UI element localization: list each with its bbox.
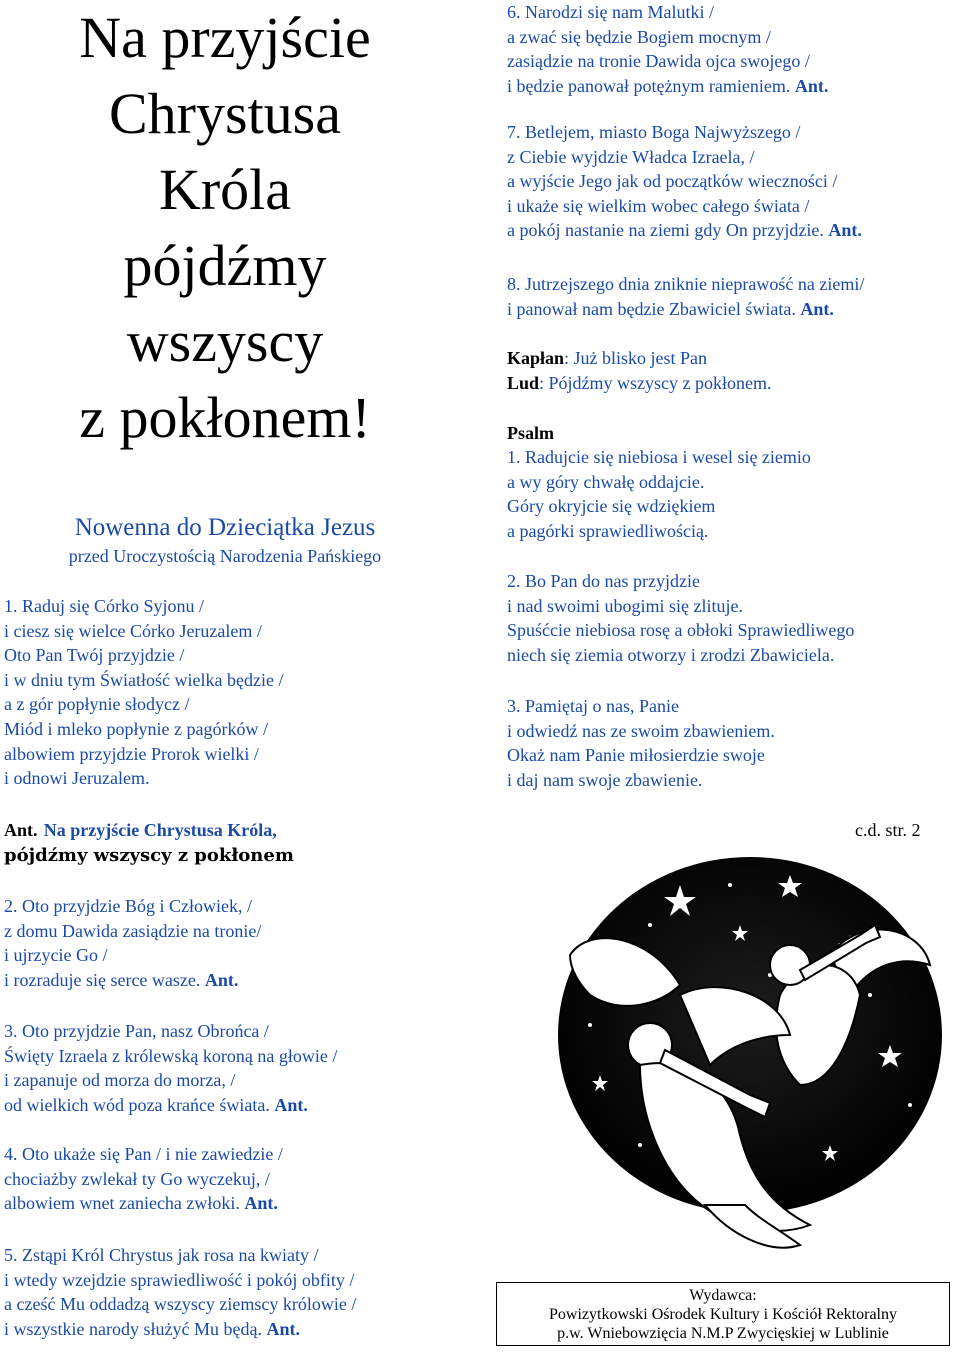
verse-line: od wielkich wód poza krańce świata. bbox=[4, 1094, 270, 1115]
verse-7 bbox=[507, 120, 862, 243]
psalm-heading: Psalm bbox=[507, 423, 554, 443]
psalm-line: Spuśćcie niebiosa rosę a obłoki Sprawiedliwego bbox=[507, 620, 855, 641]
psalm-stanza-1 bbox=[507, 445, 811, 543]
psalm-stanza-2 bbox=[507, 569, 854, 667]
title-line: pójdźmy bbox=[123, 233, 327, 298]
priest-label: Kapłan bbox=[507, 348, 565, 368]
title-line: Na przyjście bbox=[79, 5, 371, 70]
psalm-line: i odwiedź nas ze swoim zbawieniem. bbox=[507, 720, 775, 741]
psalm-line: i daj nam swoje zbawienie. bbox=[507, 769, 703, 790]
title-line: z pokłonem! bbox=[79, 385, 371, 450]
verse-line: 1. Raduj się Córko Syjonu / bbox=[4, 596, 205, 616]
publisher-box bbox=[496, 1282, 950, 1346]
verse-line: zasiądzie na tronie Dawida ojca swojego / bbox=[507, 51, 810, 72]
verse-line: a pokój nastanie na ziemi gdy On przyjdzie. bbox=[507, 220, 824, 241]
psalm-line: Okaż nam Panie miłosierdzie swoje bbox=[507, 745, 765, 766]
novena-title: Nowenna do Dzieciątka Jezus bbox=[74, 514, 376, 541]
verse-line: i odnowi Jeruzalem. bbox=[4, 768, 150, 789]
verse-line: Święty Izraela z królewską koroną na głowie / bbox=[4, 1045, 338, 1066]
verse-line: i wtedy wzejdzie sprawiedliwość i pokój obfity / bbox=[4, 1269, 355, 1290]
refrain bbox=[4, 818, 294, 868]
verse-line: 5. Zstąpi Król Chrystus jak rosa na kwiaty / bbox=[4, 1245, 319, 1265]
verse-5 bbox=[4, 1243, 356, 1341]
title-line: wszyscy bbox=[126, 309, 324, 374]
publisher-label: Wydawca: bbox=[689, 1287, 757, 1304]
psalm-line: Góry okryjcie się wdziękiem bbox=[507, 496, 716, 517]
page-title bbox=[40, 0, 410, 456]
refrain-label: Ant. bbox=[4, 820, 38, 840]
people-label: Lud bbox=[507, 372, 540, 393]
verse-line: i zapanuje od morza do morza, / bbox=[4, 1070, 236, 1091]
psalm-line: a wy góry chwałę oddajcie. bbox=[507, 471, 705, 492]
psalm-stanza-3 bbox=[507, 694, 775, 792]
verse-line: i ukaże się wielkim wobec całego świata / bbox=[507, 195, 810, 216]
psalm-line: niech się ziemia otworzy i zrodzi Zbawiciela. bbox=[507, 644, 835, 665]
antiphon-marker: Ant. bbox=[800, 298, 834, 319]
antiphon-marker: Ant. bbox=[244, 1193, 278, 1214]
refrain-line: Na przyjście Chrystusa Króla, bbox=[43, 820, 277, 840]
verse-line: a zwać się będzie Bogiem mocnym / bbox=[507, 26, 771, 47]
psalm-line: 2. Bo Pan do nas przyjdzie bbox=[507, 571, 700, 591]
novena-subtitle: przed Uroczystością Narodzenia Pańskiego bbox=[68, 546, 382, 566]
priest-text: : Już blisko jest Pan bbox=[564, 348, 708, 368]
verse-line: a z gór popłynie słodycz / bbox=[4, 694, 190, 715]
verse-line: albowiem wnet zaniecha zwłoki. bbox=[4, 1193, 240, 1214]
verse-line: albowiem przyjdzie Prorok wielki / bbox=[4, 743, 259, 764]
antiphon-marker: Ant. bbox=[794, 75, 829, 96]
psalm-line: a pagórki sprawiedliwością. bbox=[507, 520, 709, 541]
angels-with-trumpets-icon bbox=[530, 845, 950, 1270]
verse-6 bbox=[507, 0, 828, 98]
verse-line: i rozraduje się serce wasze. bbox=[4, 969, 201, 990]
dialogue bbox=[507, 346, 772, 395]
people-text: : Pójdźmy wszyscy z pokłonem. bbox=[539, 372, 772, 393]
verse-line: 6. Narodzi się nam Malutki / bbox=[507, 2, 714, 22]
verse-line: z Ciebie wyjdzie Władca Izraela, / bbox=[507, 146, 755, 167]
verse-line: Miód i mleko popłynie z pagórków / bbox=[4, 718, 268, 739]
verse-line: chociażby zwlekał ty Go wyczekuj, / bbox=[4, 1168, 270, 1189]
verse-line: 8. Jutrzejszego dnia zniknie nieprawość na ziemi/ bbox=[507, 274, 865, 294]
title-line: Chrystusa bbox=[109, 81, 341, 146]
verse-line: i wszystkie narody służyć Mu będą. bbox=[4, 1318, 262, 1339]
verse-8 bbox=[507, 272, 864, 321]
verse-line: i panował nam będzie Zbawiciel świata. bbox=[507, 298, 796, 319]
verse-line: z domu Dawida zasiądzie na tronie/ bbox=[4, 920, 262, 941]
title-line: Króla bbox=[158, 157, 292, 222]
verse-line: i ciesz się wielce Córko Jeruzalem / bbox=[4, 620, 262, 641]
antiphon-marker: Ant. bbox=[828, 220, 862, 241]
verse-line: i będzie panował potężnym ramieniem. bbox=[507, 75, 791, 96]
psalm-line: 1. Radujcie się niebiosa i wesel się ziemio bbox=[507, 447, 811, 467]
verse-line: 2. Oto przyjdzie Bóg i Człowiek, / bbox=[4, 896, 252, 916]
verse-line: Oto Pan Twój przyjdzie / bbox=[4, 645, 185, 666]
antiphon-marker: Ant. bbox=[266, 1318, 300, 1339]
verse-line: a wyjście Jego jak od początków wieczności / bbox=[507, 171, 838, 192]
antiphon-marker: Ant. bbox=[204, 969, 239, 990]
verse-2 bbox=[4, 894, 261, 992]
verse-line: 7. Betlejem, miasto Boga Najwyższego / bbox=[507, 122, 801, 142]
psalm-line: i nad swoimi ubogimi się zlituje. bbox=[507, 595, 743, 616]
continued-note: c.d. str. 2 bbox=[855, 820, 921, 840]
verse-line: 4. Oto ukaże się Pan / i nie zawiedzie / bbox=[4, 1144, 283, 1164]
verse-line: a cześć Mu oddadzą wszyscy ziemscy królowie / bbox=[4, 1294, 357, 1315]
verse-line: 3. Oto przyjdzie Pan, nasz Obrońca / bbox=[4, 1021, 269, 1041]
publisher-line: Powizytkowski Ośrodek Kultury i Kościół Rektoralny bbox=[549, 1306, 897, 1323]
verse-line: i w dniu tym Światłość wielka będzie / bbox=[4, 669, 284, 690]
verse-3 bbox=[4, 1019, 337, 1117]
verse-line: i ujrzycie Go / bbox=[4, 945, 108, 966]
publisher-line: p.w. Wniebowzięcia N.M.P Zwycięskiej w Lublinie bbox=[557, 1325, 889, 1342]
verse-1 bbox=[4, 594, 283, 791]
verse-4 bbox=[4, 1142, 283, 1216]
antiphon-marker: Ant. bbox=[274, 1094, 308, 1115]
refrain-line: pójdźmy wszyscy z pokłonem bbox=[4, 844, 294, 866]
psalm-line: 3. Pamiętaj o nas, Panie bbox=[507, 696, 679, 716]
